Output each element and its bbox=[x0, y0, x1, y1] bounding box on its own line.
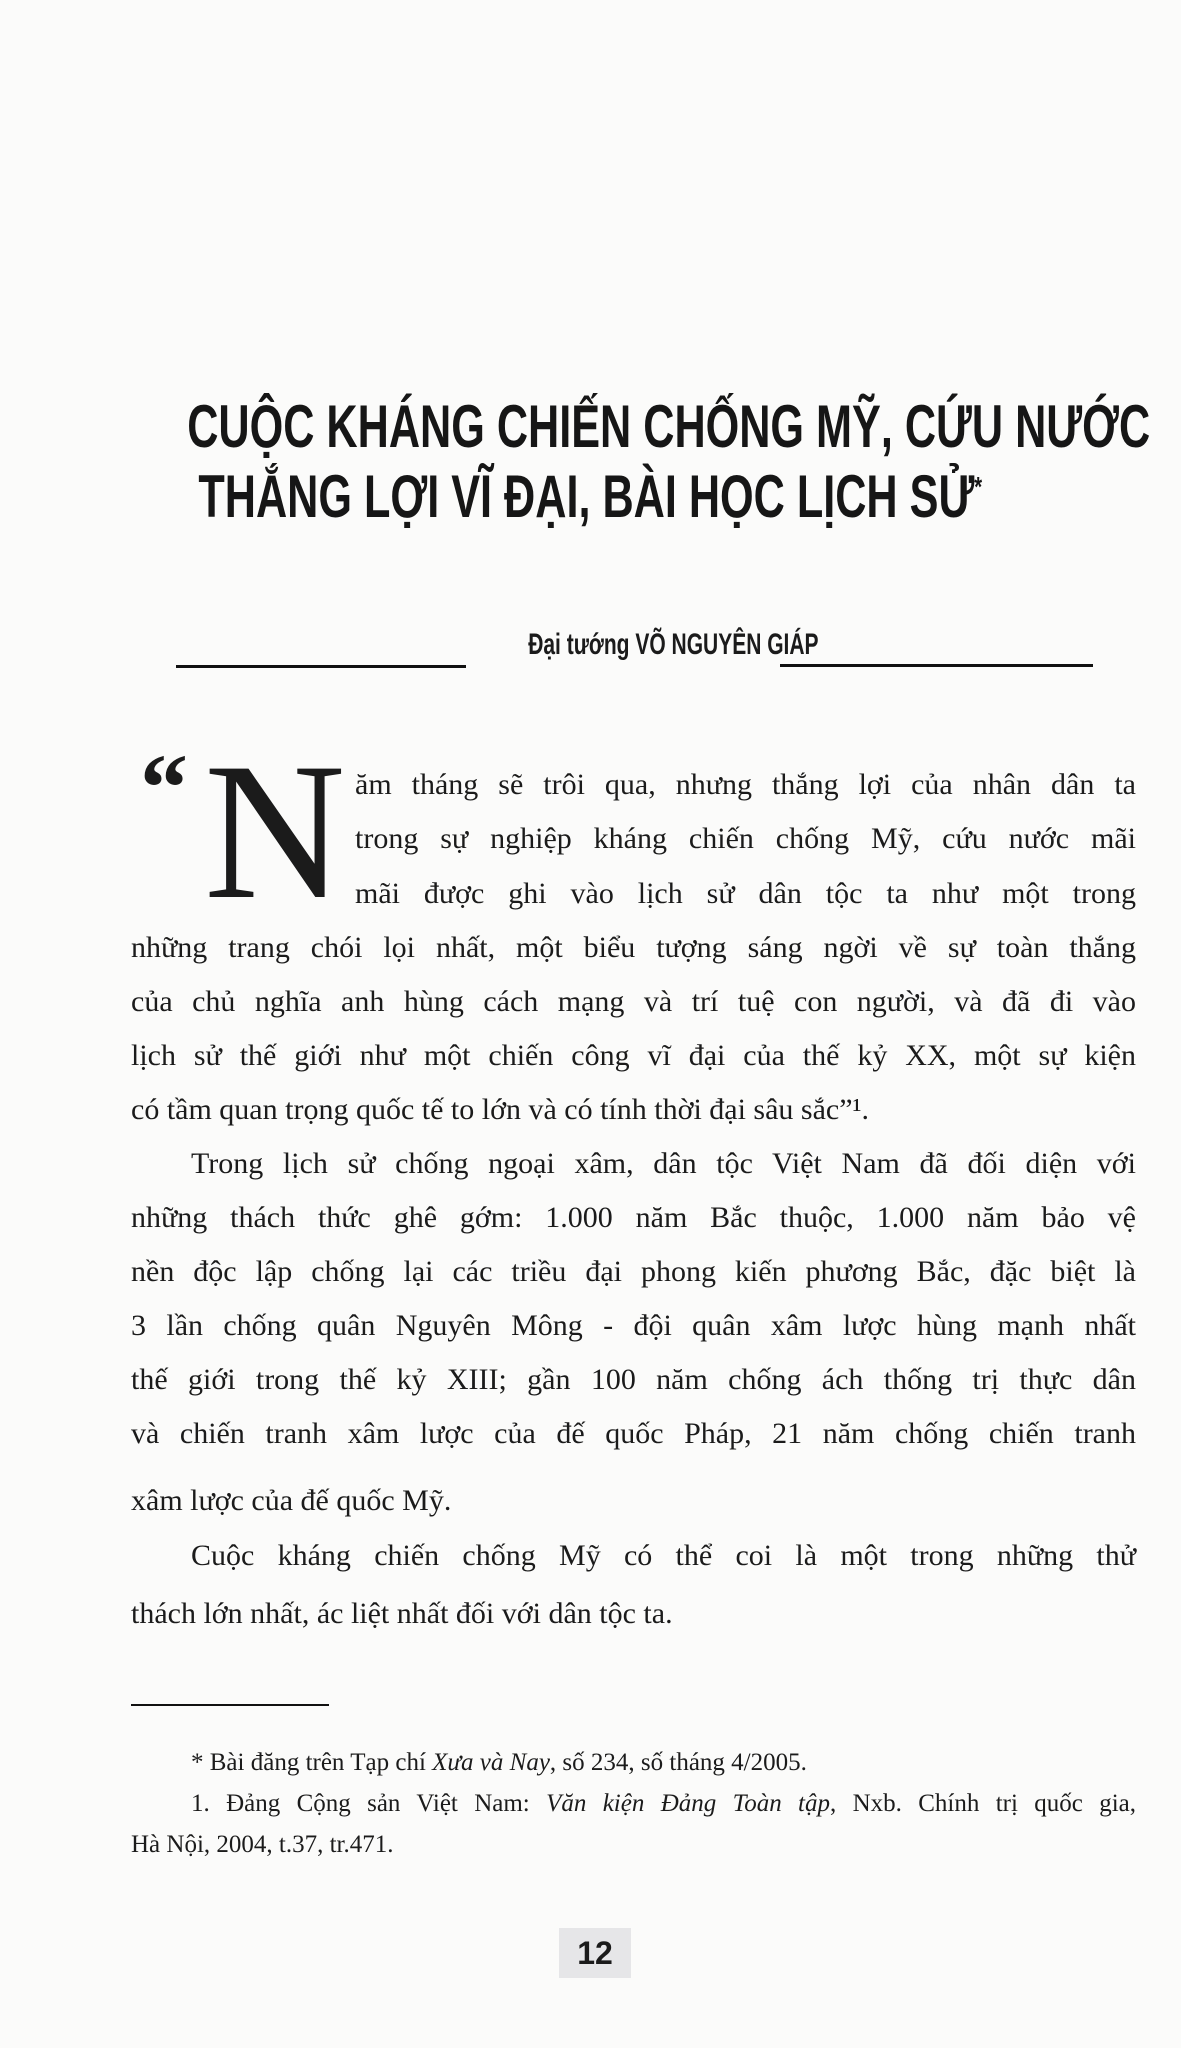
text-line: thế giới trong thế kỷ XIII; gần 100 năm chống ách thống trị thực dân bbox=[131, 1363, 1136, 1396]
text-line: ăm tháng sẽ trôi qua, nhưng thắng lợi của nhân dân ta bbox=[355, 768, 1136, 801]
text-line: mãi được ghi vào lịch sử dân tộc ta như một trong bbox=[355, 877, 1136, 910]
footnote-1: 1. Đảng Cộng sản Việt Nam: Văn kiện Đảng Toàn tập, Nxb. Chính trị quốc gia, bbox=[191, 1790, 1136, 1817]
text-line: Cuộc kháng chiến chống Mỹ có thể coi là một trong những thử bbox=[191, 1539, 1136, 1572]
text-line: 3 lần chống quân Nguyên Mông - đội quân xâm lược hùng mạnh nhất bbox=[131, 1309, 1136, 1342]
text-line: những trang chói lọi nhất, một biểu tượng sáng ngời về sự toàn thắng bbox=[131, 931, 1136, 964]
text-line: nền độc lập chống lại các triều đại phong kiến phương Bắc, đặc biệt là bbox=[131, 1255, 1136, 1288]
author-rule-right bbox=[780, 664, 1093, 667]
title-line-2: THẮNG LỢI VĨ ĐẠI, BÀI HỌC LỊCH SỬ* bbox=[198, 463, 983, 530]
drop-cap-letter: N bbox=[204, 723, 346, 940]
text-line: xâm lược của đế quốc Mỹ. bbox=[131, 1484, 452, 1517]
text-line: Trong lịch sử chống ngoại xâm, dân tộc Việt Nam đã đối diện với bbox=[191, 1147, 1136, 1180]
author: Đại tướng VÕ NGUYÊN GIÁP bbox=[528, 628, 819, 661]
footnote-separator bbox=[131, 1704, 329, 1706]
drop-quote: “ bbox=[140, 734, 188, 841]
title-line-1: CUỘC KHÁNG CHIẾN CHỐNG MỸ, CỨU NƯỚC bbox=[187, 393, 1151, 460]
text-line: của chủ nghĩa anh hùng cách mạng và trí tuệ con người, và đã đi vào bbox=[131, 985, 1136, 1018]
footnote-star: * Bài đăng trên Tạp chí Xưa và Nay, số 234, số tháng 4/2005. bbox=[191, 1749, 807, 1776]
text-line: lịch sử thế giới như một chiến công vĩ đại của thế kỷ XX, một sự kiện bbox=[131, 1039, 1136, 1072]
footnote-mark: * bbox=[974, 471, 983, 502]
text-line: trong sự nghiệp kháng chiến chống Mỹ, cứu nước mãi bbox=[355, 822, 1136, 855]
text-line: có tầm quan trọng quốc tế to lớn và có tính thời đại sâu sắc”¹. bbox=[131, 1093, 870, 1126]
text-line: những thách thức ghê gớm: 1.000 năm Bắc thuộc, 1.000 năm bảo vệ bbox=[131, 1201, 1136, 1234]
author-rule-left bbox=[176, 665, 466, 668]
footnote-1-line-2: Hà Nội, 2004, t.37, tr.471. bbox=[131, 1831, 394, 1858]
text-line: và chiến tranh xâm lược của đế quốc Pháp, 21 năm chống chiến tranh bbox=[131, 1417, 1136, 1450]
text-line: thách lớn nhất, ác liệt nhất đối với dân tộc ta. bbox=[131, 1597, 673, 1630]
page-number: 12 bbox=[559, 1928, 631, 1978]
